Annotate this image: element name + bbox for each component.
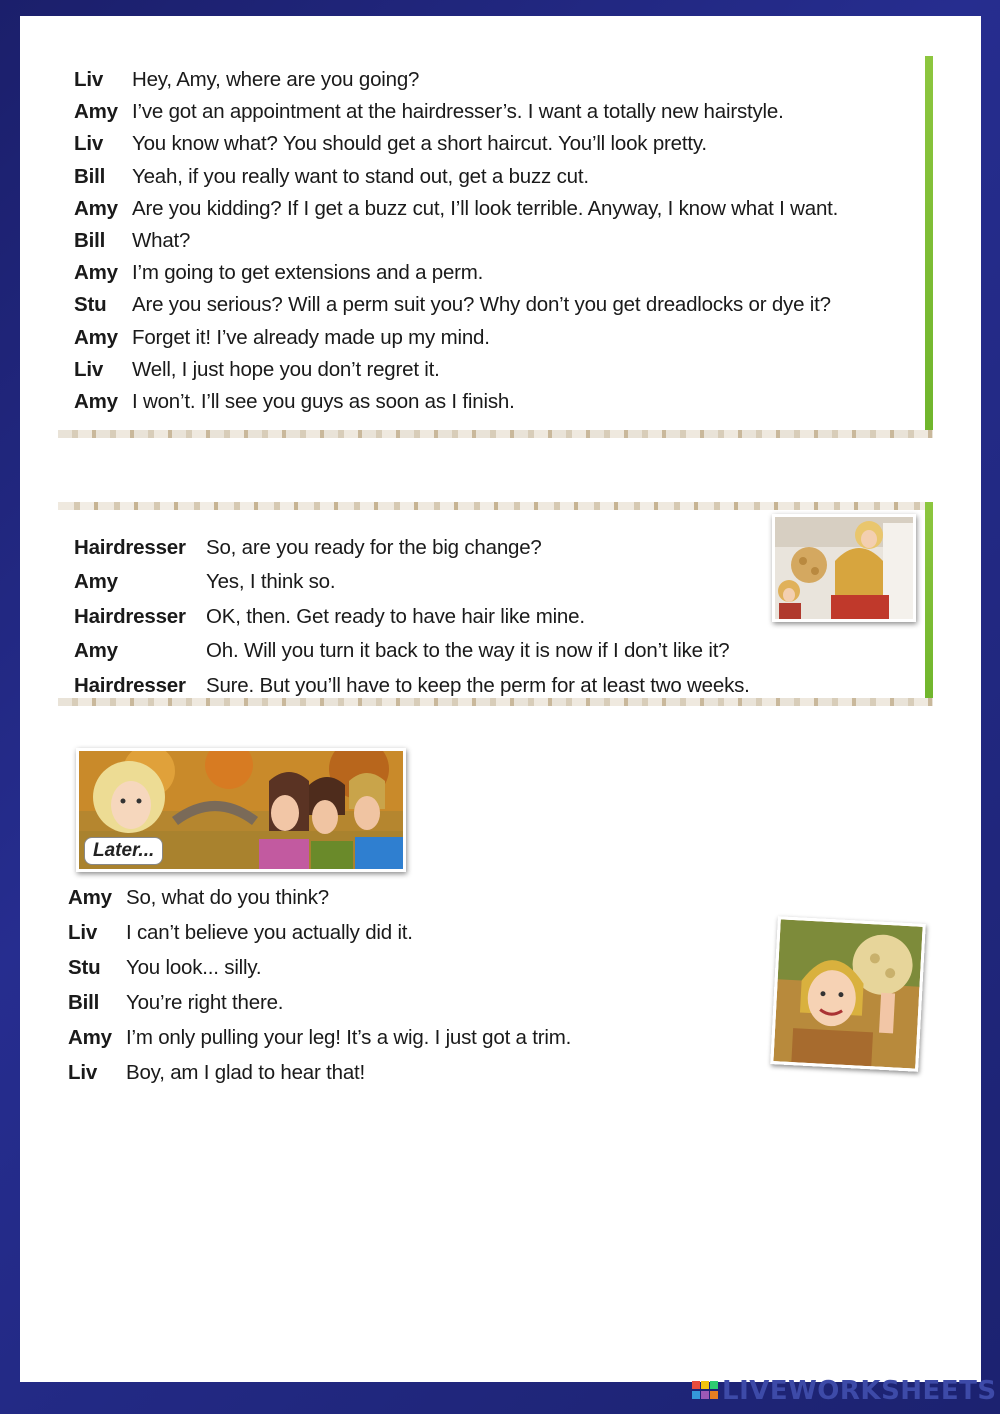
dialogue-line	[74, 674, 750, 698]
utterance-text: Sure. But you’ll have to keep the perm for at least two weeks.	[206, 673, 750, 697]
utterance-text: OK, then. Get ready to have hair like mine.	[206, 604, 585, 628]
dialogue-line	[68, 991, 283, 1015]
photo-strip-border	[58, 430, 933, 438]
speaker-name: Amy	[74, 325, 118, 349]
photo-strip-border	[58, 698, 933, 706]
photo-strip-border	[58, 502, 933, 510]
utterance-text: Well, I just hope you don’t regret it.	[132, 357, 440, 381]
logo-blocks-icon	[692, 1381, 718, 1403]
utterance-text: Are you serious? Will a perm suit you? Why don’t you get dreadlocks or dye it?	[132, 293, 831, 317]
utterance-text: Yeah, if you really want to stand out, get a buzz cut.	[132, 164, 589, 188]
dialogue-line	[74, 570, 335, 594]
utterance-text: I can’t believe you actually did it.	[126, 921, 413, 944]
dialogue-line	[74, 293, 831, 317]
dialogue-line	[74, 229, 190, 253]
dialogue-line	[74, 68, 419, 92]
dialogue-line	[74, 197, 838, 221]
utterance-text: So, what do you think?	[126, 886, 330, 909]
speaker-name: Amy	[74, 261, 118, 285]
utterance-text: I’ve got an appointment at the hairdresser’s. I want a totally new hairstyle.	[132, 100, 784, 124]
speaker-name: Liv	[74, 357, 104, 381]
utterance-text: I won’t. I’ll see you guys as soon as I finish.	[132, 390, 515, 413]
speaker-name: Bill	[68, 991, 100, 1014]
salon-illustration	[772, 514, 916, 622]
utterance-text: Hey, Amy, where are you going?	[132, 68, 420, 91]
watermark-text: LIVEWORKSHEETS	[722, 1376, 997, 1406]
utterance-text: What?	[132, 229, 191, 252]
dialogue-line	[74, 639, 729, 663]
utterance-text: Forget it! I’ve already made up my mind.	[132, 325, 490, 349]
dialogue-line	[68, 1061, 365, 1085]
speaker-name: Amy	[68, 886, 112, 909]
dialogue-panel-2	[58, 502, 933, 706]
dialogue-line	[74, 132, 707, 156]
dialogue-line	[68, 1026, 571, 1050]
dialogue-line	[74, 165, 589, 189]
utterance-text: You’re right there.	[126, 991, 284, 1014]
dialogue-panel-1	[58, 56, 933, 438]
speaker-name: Amy	[74, 100, 118, 124]
speaker-name: Bill	[74, 229, 106, 252]
utterance-text: Boy, am I glad to hear that!	[126, 1061, 366, 1084]
utterance-text: Are you kidding? If I get a buzz cut, I’ll look terrible. Anyway, I know what I want.	[132, 196, 839, 220]
worksheet-page	[20, 16, 981, 1382]
dialogue-line	[68, 886, 329, 910]
speaker-name: Bill	[74, 164, 106, 188]
utterance-text: You know what? You should get a short haircut. You’ll look pretty.	[132, 132, 707, 156]
dialogue-line	[74, 536, 542, 560]
speaker-name: Amy	[74, 639, 118, 663]
dialogue-line	[74, 100, 784, 124]
speaker-name: Liv	[74, 132, 104, 156]
dialogue-line	[68, 956, 261, 980]
speaker-name: Stu	[68, 956, 101, 979]
speaker-name: Hairdresser	[74, 536, 186, 559]
speaker-name: Hairdresser	[74, 604, 186, 628]
utterance-text: Yes, I think so.	[206, 570, 336, 594]
speaker-name: Stu	[74, 293, 107, 317]
dialogue-line	[74, 326, 490, 350]
speaker-name: Liv	[74, 68, 104, 91]
dialogue-line	[74, 358, 440, 382]
speaker-name: Amy	[74, 570, 118, 594]
utterance-text: So, are you ready for the big change?	[206, 536, 542, 559]
dialogue-line	[68, 921, 413, 945]
utterance-text: I’m going to get extensions and a perm.	[132, 261, 484, 285]
speaker-name: Hairdresser	[74, 673, 186, 697]
speaker-name: Amy	[74, 196, 118, 220]
wig-reveal-illustration	[770, 916, 926, 1072]
green-border	[925, 502, 933, 706]
dialogue-line	[74, 261, 483, 285]
dialogue-line	[74, 390, 515, 414]
green-border	[925, 56, 933, 438]
dialogue-line	[74, 605, 585, 629]
utterance-text: You look... silly.	[126, 956, 262, 979]
liveworksheets-logo	[692, 1376, 997, 1406]
speaker-name: Amy	[68, 1026, 112, 1049]
later-scene-illustration	[76, 748, 406, 872]
utterance-text: Oh. Will you turn it back to the way it is now if I don’t like it?	[206, 639, 730, 663]
speaker-name: Liv	[68, 921, 98, 944]
utterance-text: I’m only pulling your leg! It’s a wig. I just got a trim.	[126, 1026, 572, 1049]
speaker-name: Liv	[68, 1061, 98, 1084]
dialogue-panel-3	[58, 740, 936, 1090]
later-caption: Later...	[84, 837, 163, 865]
speaker-name: Amy	[74, 390, 118, 413]
